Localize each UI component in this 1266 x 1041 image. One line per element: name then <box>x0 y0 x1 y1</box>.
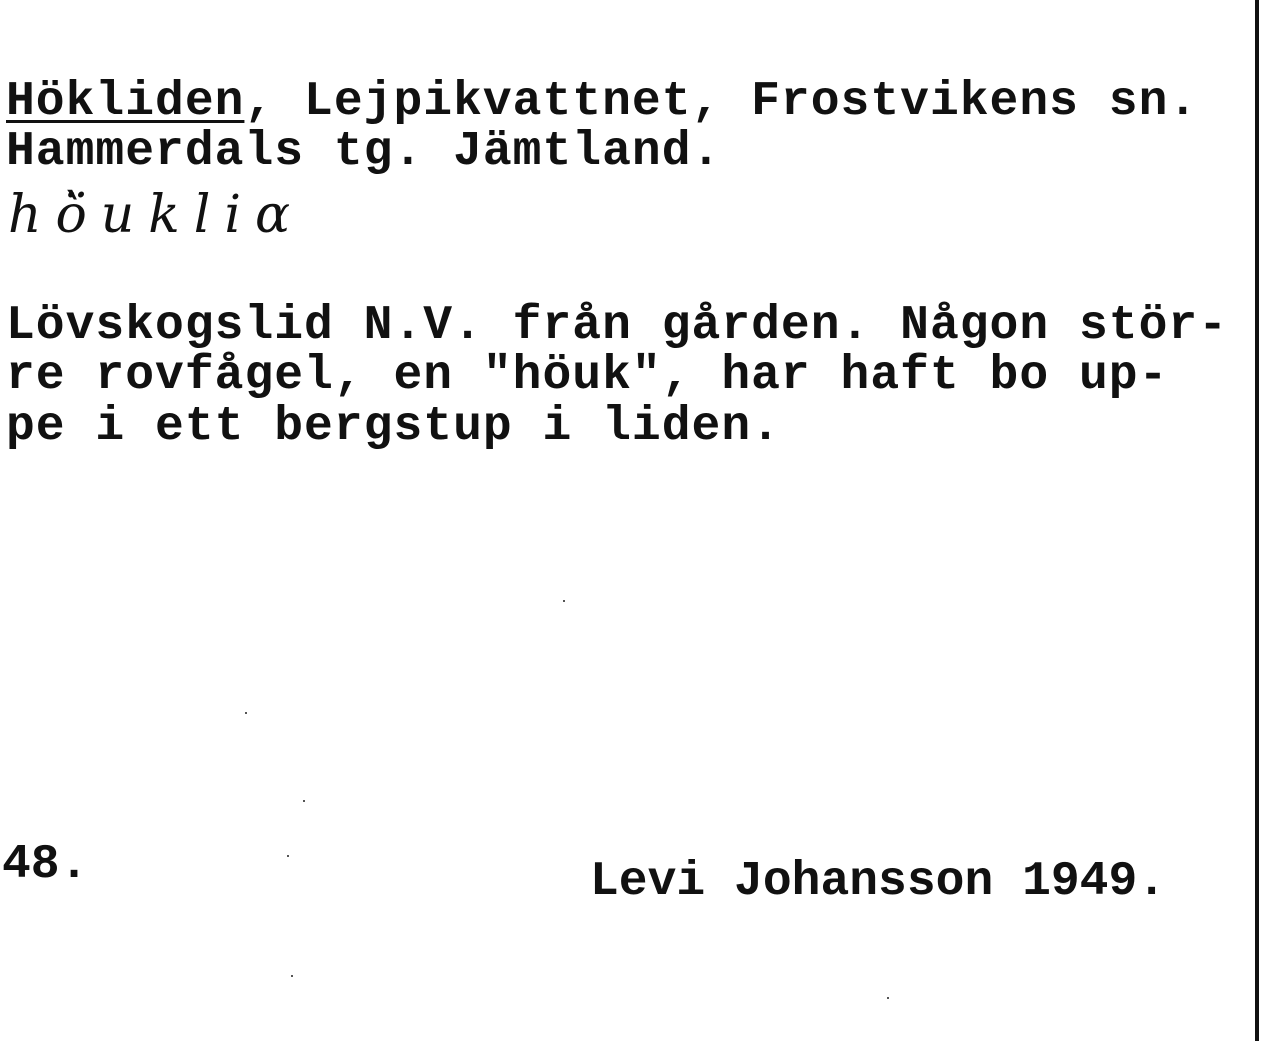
phonetic-transcription: hö̀ukliα <box>8 185 305 245</box>
speck <box>287 855 289 857</box>
place-name: Hökliden <box>6 75 245 129</box>
header-line-2: Hammerdals tg. Jämtland. <box>6 125 722 179</box>
body-line-1: Lövskogslid N.V. från gården. Någon stör- <box>6 299 1228 353</box>
header-line-1-rest: , Lejpikvattnet, Frostvikens sn. <box>244 75 1199 129</box>
speck <box>303 800 305 802</box>
header-line-1 <box>6 75 1199 129</box>
body-line-2: re rovfågel, en "höuk", har haft bo up- <box>6 349 1169 403</box>
body-line-3: pe i ett bergstup i liden. <box>6 400 781 454</box>
speck <box>245 712 247 714</box>
card-edge <box>1255 0 1259 1041</box>
signature: Levi Johansson 1949. <box>590 855 1167 909</box>
speck <box>291 975 293 977</box>
speck <box>563 600 565 602</box>
speck <box>887 997 889 999</box>
card-number: 48. <box>2 838 89 892</box>
